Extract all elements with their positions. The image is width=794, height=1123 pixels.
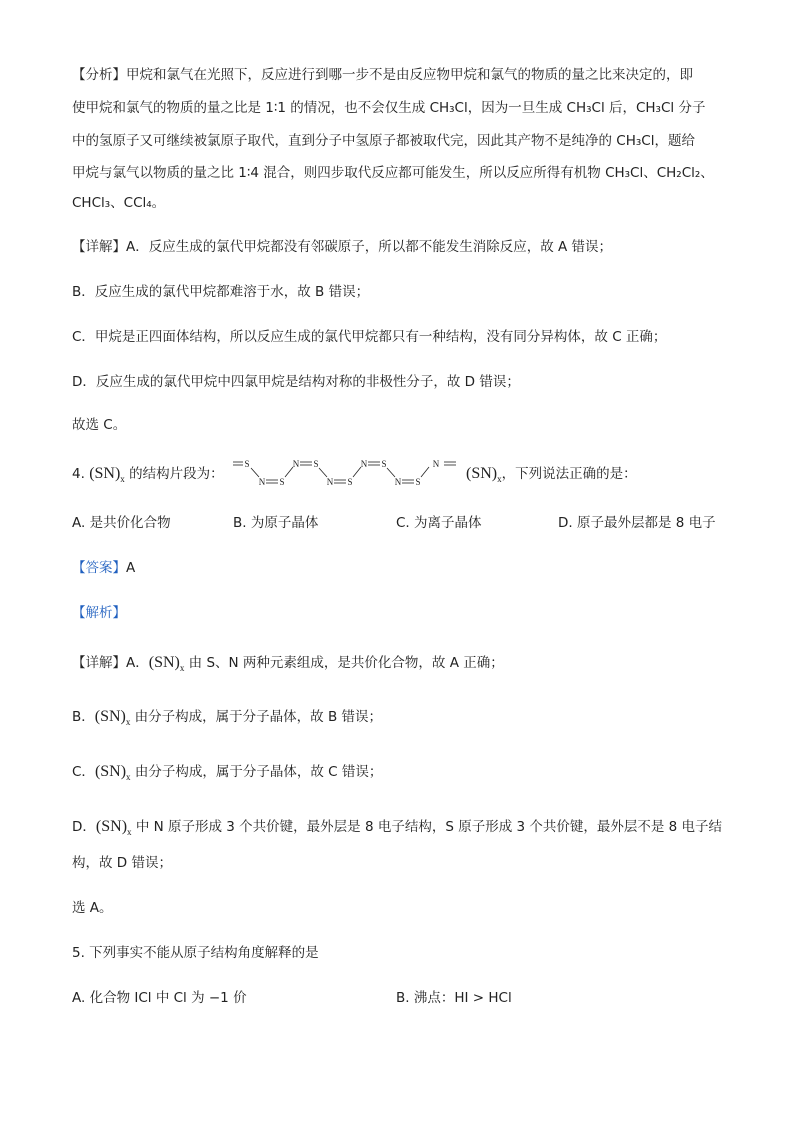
q3-detail-b: B．反应生成的氯代甲烷都难溶于水，故 B 错误；	[72, 284, 370, 300]
chain-atom-5: S	[313, 459, 319, 469]
q4-option-d: D. 原子最外层都是 8 电子	[558, 515, 716, 531]
analysis-label: 【解析】	[72, 605, 126, 621]
chain-atom-3: S	[279, 477, 285, 487]
analysis-line-1: 【分析】甲烷和氯气在光照下，反应进行到哪一步不是由反应物甲烷和氯气的物质的量之比来决定的，即	[72, 67, 693, 83]
chain-atom-4: N	[292, 459, 300, 469]
q4-detail-d-cont: 构，故 D 错误；	[72, 855, 172, 871]
q3-conclusion: 故选 C。	[72, 417, 127, 433]
chain-atom-12: N	[432, 459, 440, 469]
answer-label: 【答案】	[72, 560, 126, 576]
chain-atom-8: N	[360, 459, 368, 469]
q4-stem-end: $(SN)_x$，下列说法正确的是：	[466, 465, 637, 484]
q4-answer	[72, 559, 135, 577]
q4-option-b: B. 为原子晶体	[233, 515, 319, 531]
chain-atom-6: N	[326, 477, 334, 487]
chain-atom-9: S	[381, 459, 387, 469]
q5-option-a: A. 化合物 ICl 中 Cl 为 −1 价	[72, 990, 247, 1006]
q4-conclusion: 选 A。	[72, 900, 113, 916]
sn-chain-structure	[228, 452, 464, 492]
q5-option-b: B. 沸点：HI > HCl	[396, 990, 512, 1006]
answer-value: A	[126, 560, 136, 576]
q3-detail-a: 【详解】A．反应生成的氯代甲烷都没有邻碳原子，所以都不能发生消除反应，故 A 错误；	[72, 239, 613, 255]
chain-atom-7: S	[347, 477, 353, 487]
q4-stem	[72, 465, 224, 488]
chain-atom-10: N	[394, 477, 402, 487]
q4-detail-a: 【详解】A．$(SN)_x$ 由 S、N 两种元素组成，是共价化合物，故 A 正确；	[72, 654, 504, 673]
analysis-line-4: 甲烷与氯气以物质的量之比 1∶4 混合，则四步取代反应都可能发生，所以反应所得有机物 CH₃Cl、CH₂Cl₂、	[72, 165, 714, 181]
q4-detail-c: C．$(SN)_x$ 由分子构成，属于分子晶体，故 C 错误；	[72, 763, 383, 782]
analysis-line-3: 中的氢原子又可继续被氯原子取代，直到分子中氢原子都被取代完，因此其产物不是纯净的 CH₃Cl，题给	[72, 133, 695, 149]
chain-atom-1: S	[244, 459, 250, 469]
q5-stem: 5. 下列事实不能从原子结构角度解释的是	[72, 945, 319, 961]
analysis-line-5: CHCl₃、CCl₄。	[72, 195, 166, 211]
q4-number: 4.	[72, 466, 85, 482]
q4-option-a: A. 是共价化合物	[72, 515, 171, 531]
q3-detail-d: D．反应生成的氯代甲烷中四氯甲烷是结构对称的非极性分子，故 D 错误；	[72, 374, 520, 390]
chain-atom-11: S	[415, 477, 421, 487]
q4-formula: $(SN)_x$	[89, 465, 125, 484]
q4-stem-mid: 的结构片段为：	[129, 466, 224, 482]
chain-atom-2: N	[258, 477, 266, 487]
analysis-line-2: 使甲烷和氯气的物质的量之比是 1∶1 的情况，也不会仅生成 CH₃Cl，因为一旦生成 CH₃Cl 后，CH₃Cl 分子	[72, 100, 706, 116]
q3-detail-c: C．甲烷是正四面体结构，所以反应生成的氯代甲烷都只有一种结构，没有同分异构体，故 C 正确；	[72, 329, 667, 345]
q4-detail-b: B．$(SN)_x$ 由分子构成，属于分子晶体，故 B 错误；	[72, 708, 383, 727]
q4-detail-d: D．$(SN)_x$ 中 N 原子形成 3 个共价键，最外层是 8 电子结构，S 原子形成 3 个共价键，最外层不是 8 电子结	[72, 818, 723, 837]
q4-option-c: C. 为离子晶体	[396, 515, 482, 531]
